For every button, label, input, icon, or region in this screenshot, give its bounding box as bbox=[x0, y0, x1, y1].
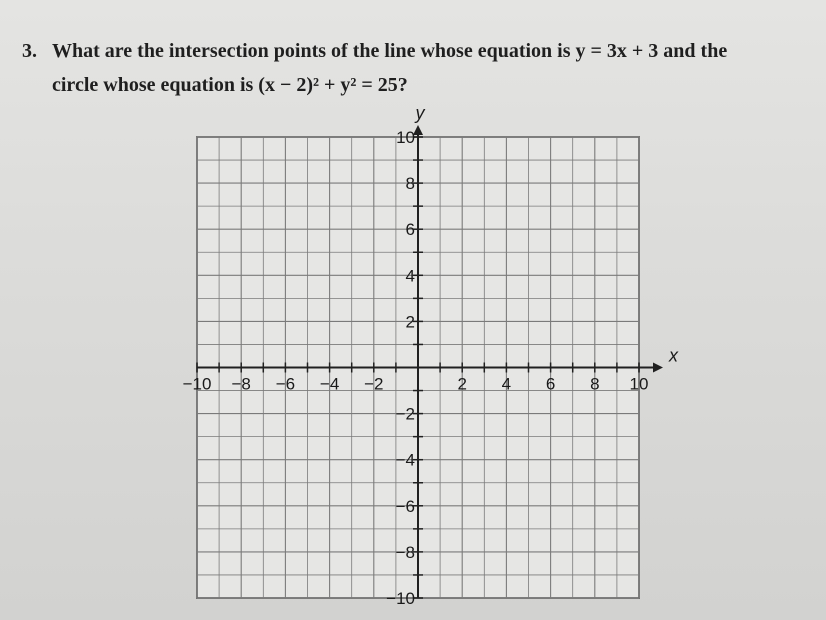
x-tick-label: −10 bbox=[182, 374, 212, 394]
y-tick-label: −10 bbox=[386, 589, 415, 608]
x-axis-label: x bbox=[669, 345, 678, 366]
y-tick-label: −4 bbox=[395, 450, 415, 470]
y-tick-label: −6 bbox=[395, 496, 415, 516]
x-tick-label: −8 bbox=[231, 374, 251, 394]
y-tick-label: −2 bbox=[395, 404, 415, 424]
x-tick-label: −4 bbox=[319, 374, 340, 394]
x-tick-label: −6 bbox=[275, 374, 296, 394]
x-tick-label: 8 bbox=[590, 374, 600, 394]
x-tick-label: 6 bbox=[545, 374, 556, 394]
y-tick-label: 6 bbox=[405, 220, 415, 240]
x-axis-arrow bbox=[653, 363, 663, 373]
y-axis-label: y bbox=[415, 103, 425, 123]
question-number: 3. bbox=[22, 40, 37, 62]
x-tick-label: −2 bbox=[364, 374, 384, 394]
y-tick-label: 8 bbox=[405, 174, 415, 194]
question-text-line-1: What are the intersection points of the line whose equation is y = 3x + 3 and the bbox=[52, 40, 728, 62]
y-tick-label: 4 bbox=[405, 266, 415, 286]
x-tick-label: 2 bbox=[457, 374, 467, 394]
y-tick-label: 10 bbox=[396, 128, 415, 147]
x-tick-label: 4 bbox=[501, 374, 512, 394]
y-tick-label: −8 bbox=[395, 542, 415, 562]
question-text-line-2: circle whose equation is (x − 2)² + y² = 25? bbox=[52, 74, 408, 96]
y-tick-label: 2 bbox=[405, 312, 415, 332]
x-tick-label: 10 bbox=[629, 374, 649, 394]
